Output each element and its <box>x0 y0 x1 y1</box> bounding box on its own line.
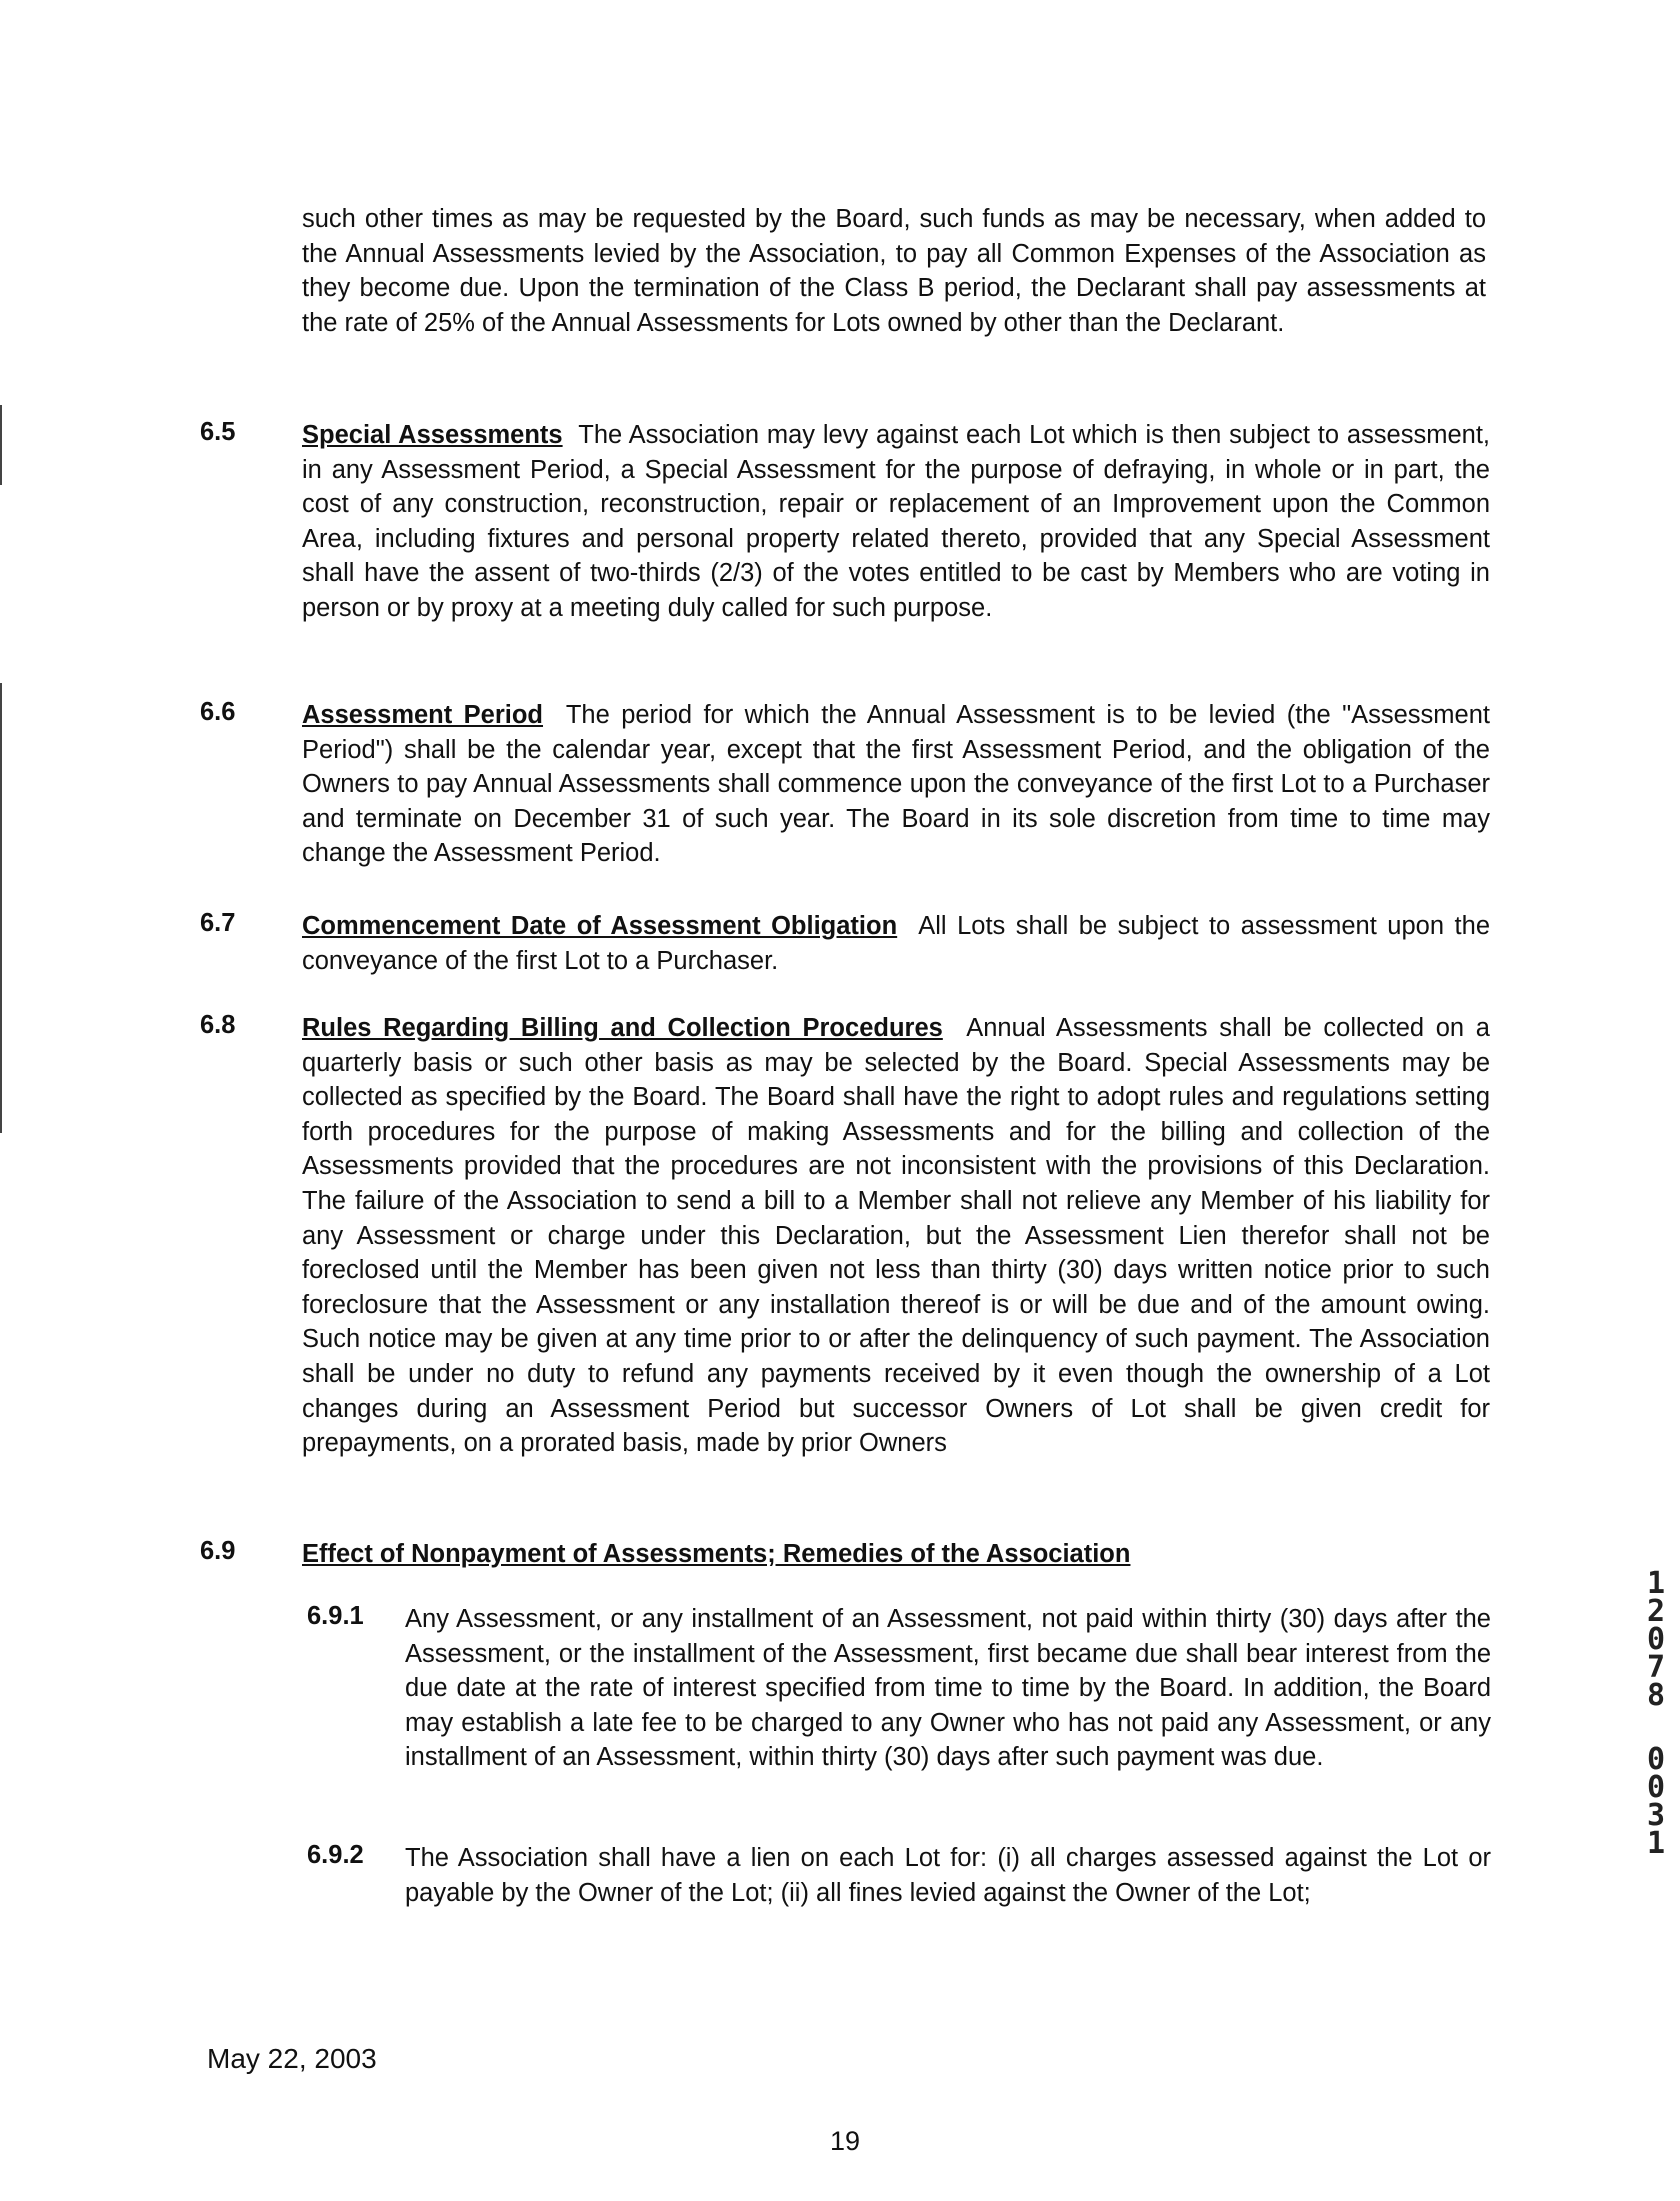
page-number: 19 <box>830 2126 861 2156</box>
subsection-text: The Association shall have a lien on each Lot for: (i) all charges assessed against the Lot or payable by the Owner of the Lot; (ii) all fines levied against the Owner of the Lot; <box>405 1844 1491 1907</box>
section-body <box>302 1011 1490 1461</box>
stamp-digit: 1 <box>1646 1826 1666 1861</box>
section-6-7 <box>200 909 1490 978</box>
section-body <box>302 909 1490 978</box>
scan-margin-mark <box>0 683 2 1133</box>
footer-date: May 22, 2003 <box>207 2043 377 2074</box>
section-text: All Lots shall be subject to assessment upon the conveyance of the first Lot to a Purchaser. <box>302 912 1490 975</box>
stamp-gap <box>1638 1710 1674 1746</box>
section-heading: Rules Regarding Billing and Collection Procedures <box>302 1014 943 1042</box>
subsection-6-9-2 <box>307 1841 1491 1910</box>
section-6-6 <box>200 698 1490 871</box>
section-number: 6.9 <box>200 1537 236 1565</box>
section-heading: Special Assessments <box>302 421 563 449</box>
section-text: The Association may levy against each Lot which is then subject to assessment, in any Assessment Period, a Special Assessment for the purpose of defraying, in whole or in part, the cost of any construction, reconstruction, repair or replacement of an Improvement upon the Common Area, including fixtures and personal property related thereto, provided that any Special Assessment shall have the assent of two-thirds (2/3) of the votes entitled to be cast by Members who are voting in person or by proxy at a meeting duly called for such purpose. <box>302 421 1490 622</box>
section-6-5 <box>200 418 1490 626</box>
section-text: The period for which the Annual Assessment is to be levied (the "Assessment Period") shall be the calendar year, except that the first Assessment Period, and the obligation of the Owners to pay Annual Assessments shall commence upon the conveyance of the first Lot to a Purchaser and terminate on December 31 of such year. The Board in its sole discretion from time to time may change the Assessment Period. <box>302 701 1490 868</box>
subsection-number: 6.9.2 <box>307 1841 364 1869</box>
section-number: 6.7 <box>200 909 236 937</box>
section-body <box>302 418 1490 626</box>
stamp-digit: 0 <box>1646 1742 1666 1777</box>
scan-margin-mark <box>0 405 2 485</box>
section-body <box>302 1537 1490 1572</box>
section-text: Annual Assessments shall be collected on a quarterly basis or such other basis as may be selected by the Board. Special Assessments may be collected as specified by the Board. The Board shall have the right to adopt rules and regulations setting forth procedures for the purpose of making Assessments and for the billing and collection of the Assessments provided that the procedures are not inconsistent with the provisions of this Declaration. The failure of the Association to send a bill to a Member shall not relieve any Member of his liability for any Assessment or charge under this Declaration, but the Assessment Lien therefor shall not be foreclosed until the Member has been given not less than thirty (30) days written notice prior to such foreclosure that the Assessment or any installation thereof is or will be due and of the amount owing. Such notice may be given at any time prior to or after the delinquency of such payment. The Association shall be under no duty to refund any payments received by it even though the ownership of a Lot changes during an Assessment Period but successor Owners of Lot shall be given credit for prepayments, on a prorated basis, made by prior Owners <box>302 1014 1490 1458</box>
subsection-number: 6.9.1 <box>307 1602 364 1630</box>
recording-stamp <box>1638 1566 1674 1861</box>
section-6-8 <box>200 1011 1490 1461</box>
stamp-digit: 1 <box>1646 1566 1666 1601</box>
subsection-6-9-1 <box>307 1602 1491 1775</box>
stamp-digit: 0 <box>1646 1770 1666 1805</box>
stamp-digit: 7 <box>1646 1650 1666 1685</box>
intro-paragraph: such other times as may be requested by the Board, such funds as may be necessary, when added to the Annual Assessments levied by the Association, to pay all Common Expenses of the Association as they become due. Upon the termination of the Class B period, the Declarant shall pay assessments at the rate of 25% of the Annual Assessments for Lots owned by other than the Declarant. <box>302 205 1486 337</box>
section-heading: Assessment Period <box>302 701 544 729</box>
section-heading: Effect of Nonpayment of Assessments; Remedies of the Association <box>302 1540 1131 1568</box>
section-body <box>302 698 1490 871</box>
stamp-digit: 0 <box>1646 1622 1666 1657</box>
stamp-digit: 8 <box>1646 1678 1666 1713</box>
section-number: 6.5 <box>200 418 236 446</box>
stamp-digit: 2 <box>1646 1594 1666 1629</box>
section-heading: Commencement Date of Assessment Obligation <box>302 912 898 940</box>
stamp-digit: 3 <box>1646 1798 1666 1833</box>
section-number: 6.6 <box>200 698 236 726</box>
section-6-9 <box>200 1537 1490 1572</box>
section-number: 6.8 <box>200 1011 236 1039</box>
subsection-text: Any Assessment, or any installment of an Assessment, not paid within thirty (30) days after the Assessment, or the installment of the Assessment, first became due shall bear interest from the due date at the rate of interest specified from time to time by the Board. In addition, the Board may establish a late fee to be charged to any Owner who has not paid any Assessment, or any installment of an Assessment, within thirty (30) days after such payment was due. <box>405 1605 1491 1772</box>
